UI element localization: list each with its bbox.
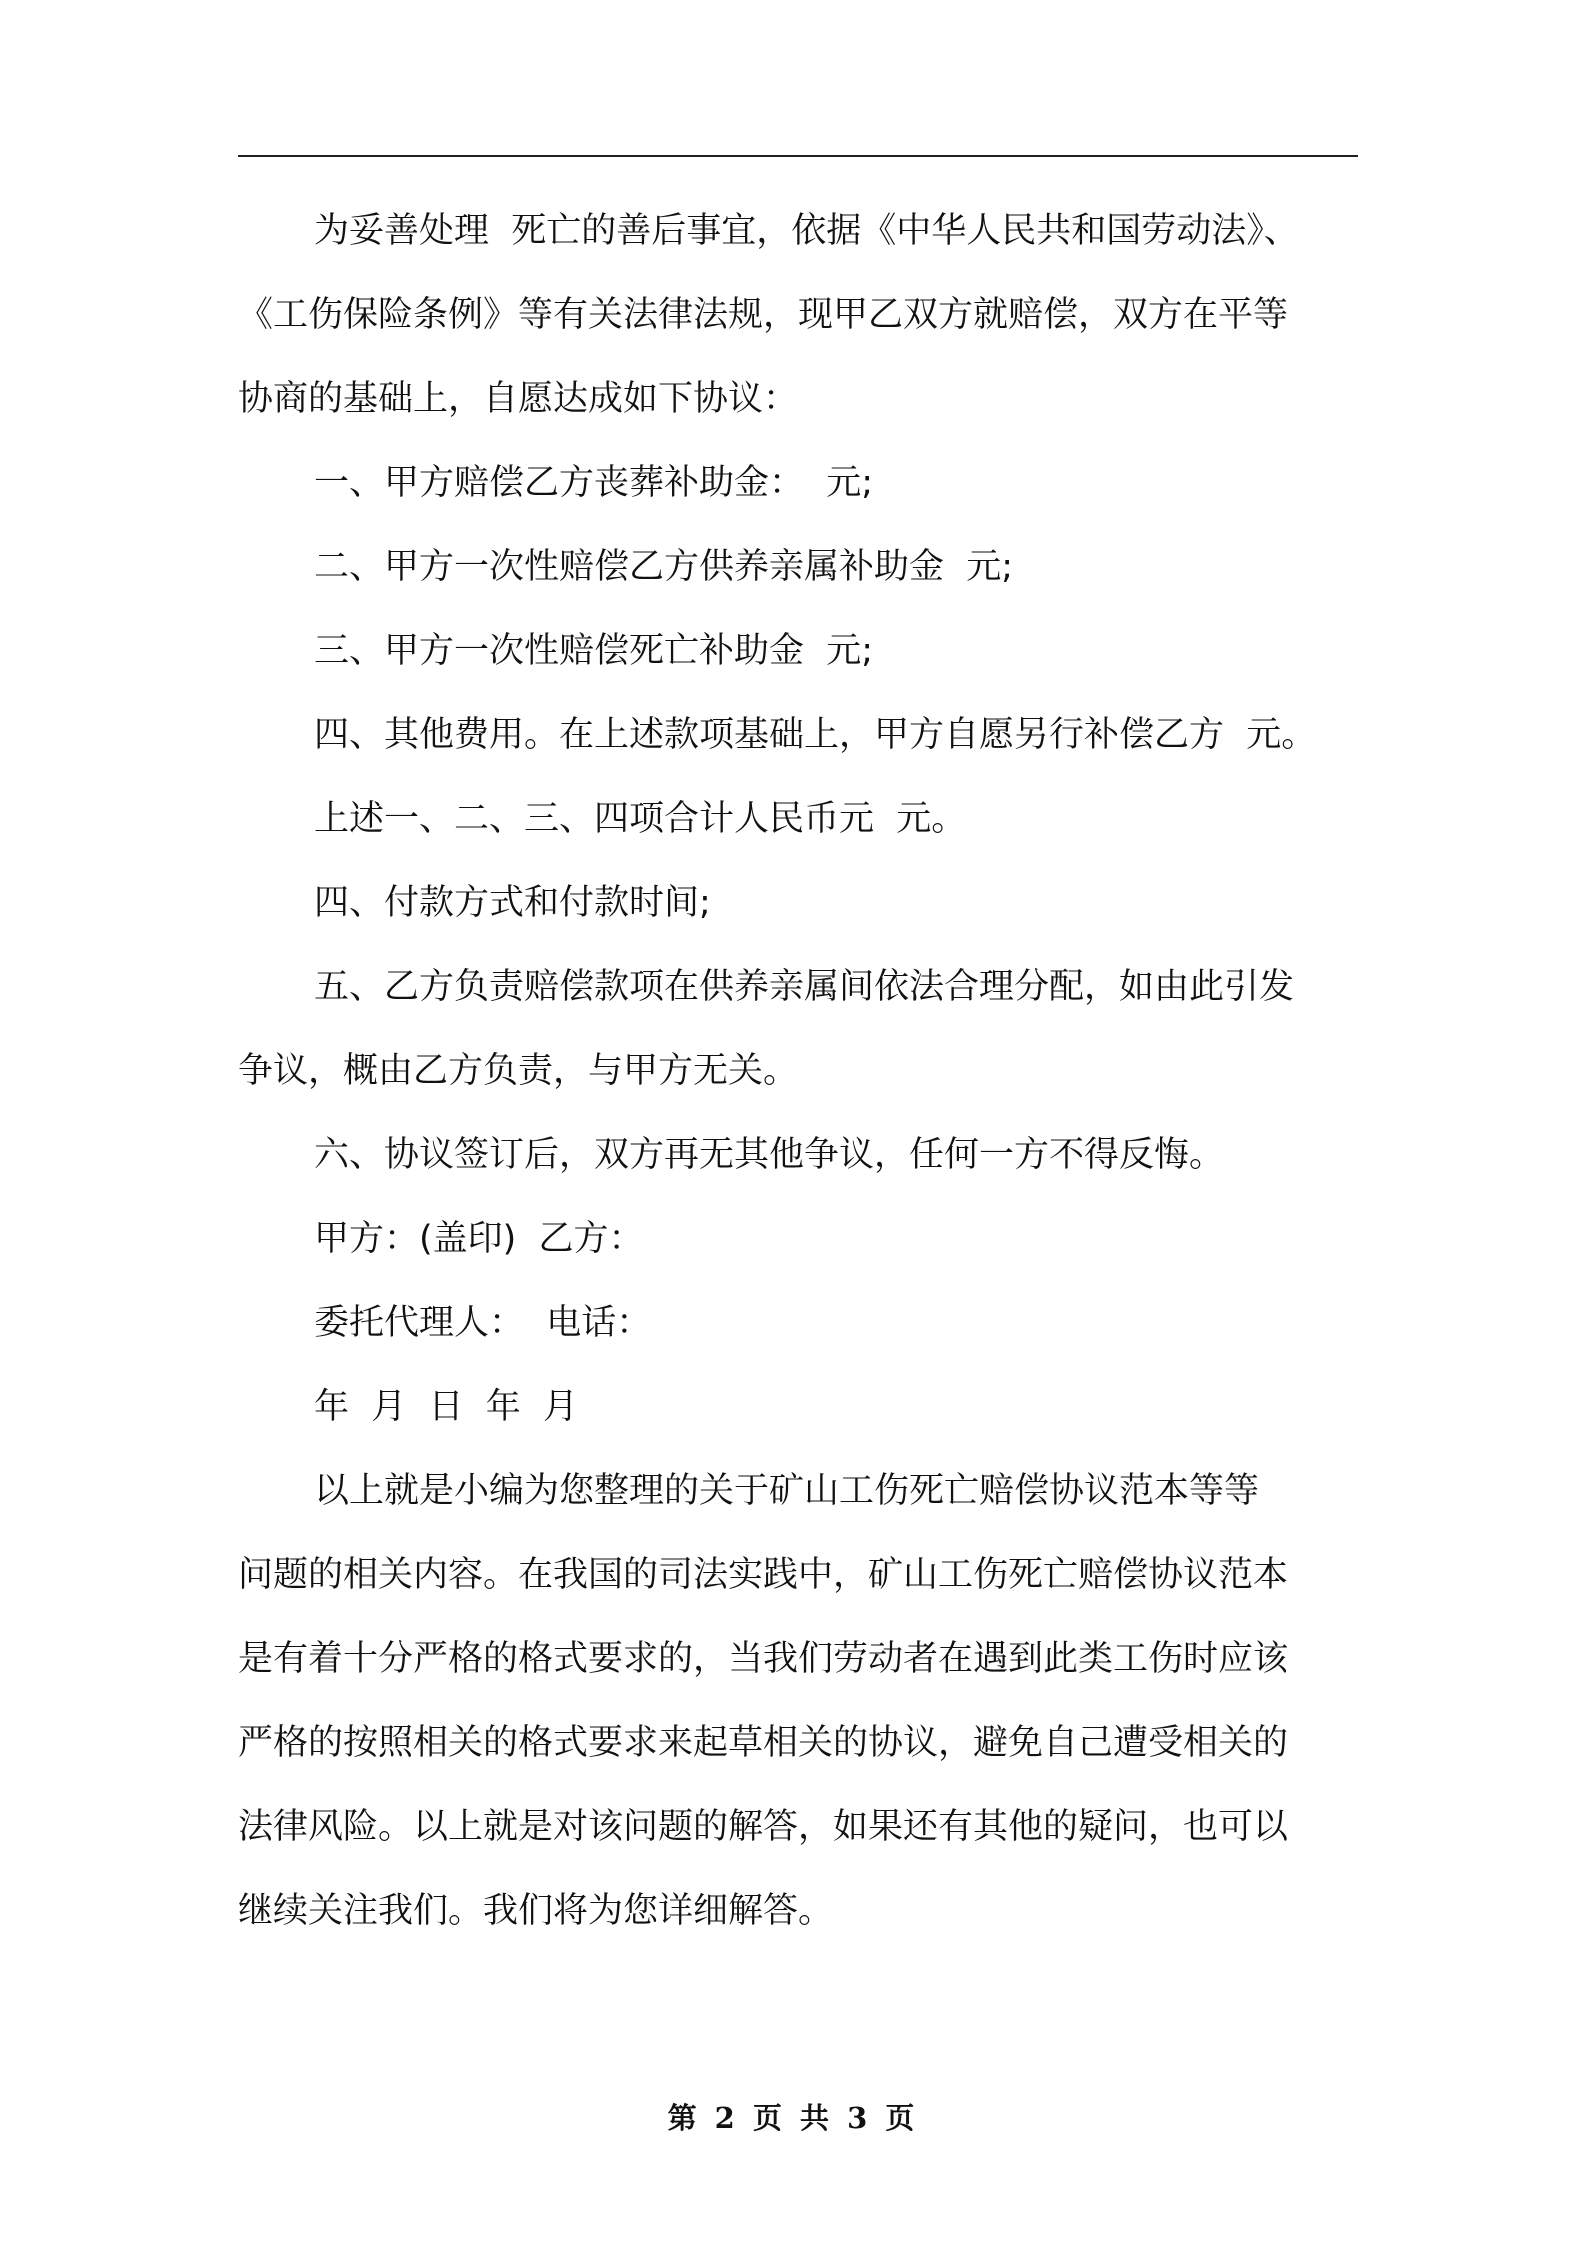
body-line: 问题的相关内容。在我国的司法实践中，矿山工伤死亡赔偿协议范本 — [238, 1555, 1289, 1595]
body-line: 五、乙方负责赔偿款项在供养亲属间依法合理分配，如由此引发 — [314, 967, 1295, 1007]
body-line: 三、甲方一次性赔偿死亡补助金 元; — [314, 631, 874, 671]
body-line: 以上就是小编为您整理的关于矿山工伤死亡赔偿协议范本等等 — [314, 1471, 1260, 1511]
body-line: 为妥善处理 死亡的善后事宜，依据《中华人民共和国劳动法》、 — [314, 211, 1299, 251]
body-line: 争议，概由乙方负责，与甲方无关。 — [238, 1051, 799, 1091]
body-line: 《工伤保险条例》等有关法律法规，现甲乙双方就赔偿，双方在平等 — [238, 295, 1289, 335]
body-line: 是有着十分严格的格式要求的，当我们劳动者在遇到此类工伤时应该 — [238, 1639, 1289, 1679]
body-line: 上述一、二、三、四项合计人民币元 元。 — [314, 799, 967, 839]
signature-line-parties: 甲方：(盖印) 乙方： — [314, 1219, 644, 1259]
signature-line-agent: 委托代理人： 电话： — [314, 1303, 652, 1343]
body-line: 严格的按照相关的格式要求来起草相关的协议，避免自己遭受相关的 — [238, 1723, 1289, 1763]
header-rule — [238, 155, 1358, 157]
body-line: 一、甲方赔偿乙方丧葬补助金： 元; — [314, 463, 874, 503]
body-line: 四、其他费用。在上述款项基础上，甲方自愿另行补偿乙方 元。 — [314, 715, 1317, 755]
body-line: 继续关注我们。我们将为您详细解答。 — [238, 1891, 834, 1931]
document-body — [238, 189, 1358, 1953]
body-line: 六、协议签订后，双方再无其他争议，任何一方不得反悔。 — [314, 1135, 1225, 1175]
body-line: 四、付款方式和付款时间; — [314, 883, 711, 923]
page-number: 第 2 页 共 3 页 — [667, 2101, 919, 2135]
signature-line-date: 年 月 日 年 月 — [314, 1387, 579, 1427]
body-line: 二、甲方一次性赔偿乙方供养亲属补助金 元; — [314, 547, 1014, 587]
body-line: 法律风险。以上就是对该问题的解答，如果还有其他的疑问，也可以 — [238, 1807, 1289, 1847]
body-line: 协商的基础上，自愿达成如下协议： — [238, 379, 799, 419]
